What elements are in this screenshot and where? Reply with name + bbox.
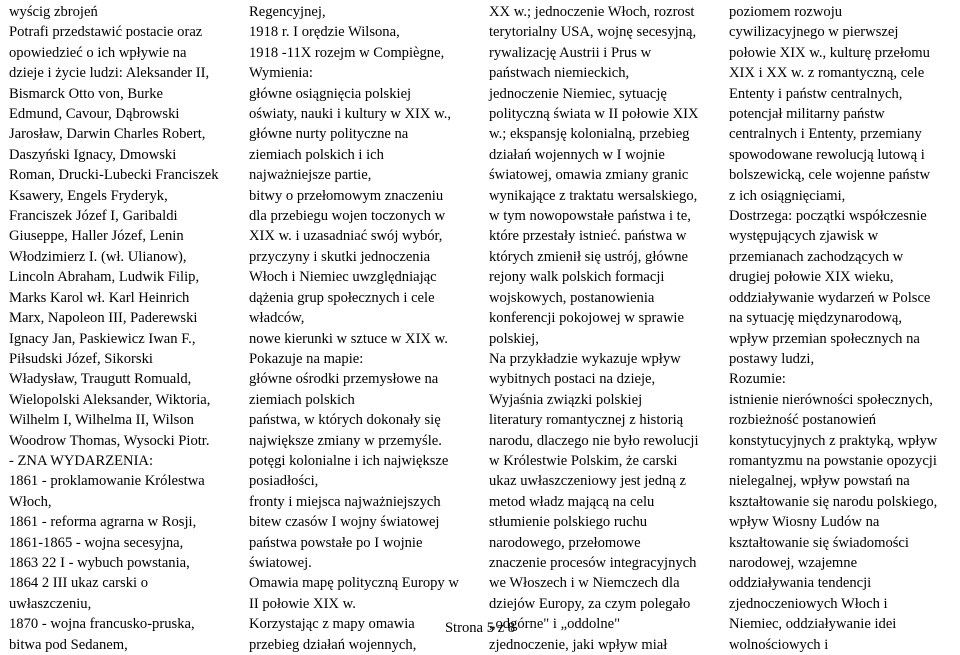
text-line: potencjał militarny państw bbox=[729, 106, 885, 123]
text-line: Lincoln Abraham, Ludwik Filip, bbox=[9, 269, 200, 286]
text-line: w.; ekspansję kolonialną, przebieg bbox=[489, 126, 690, 143]
text-line: oddziaływania tendencji bbox=[729, 575, 872, 592]
text-line: Marks Karol wł. Karl Heinrich bbox=[9, 289, 190, 306]
text-line: centralnych i Ententy, przemiany bbox=[729, 126, 922, 143]
text-line: główne nurty polityczne na bbox=[249, 126, 409, 143]
text-line: dla przebiegu wojen toczonych w bbox=[249, 208, 446, 225]
text-line: fronty i miejsca najważniejszych bbox=[249, 493, 441, 510]
text-line: uwłaszczeniu, bbox=[9, 595, 92, 612]
text-line: władców, bbox=[249, 310, 305, 327]
text-line: Potrafi przedstawić postacie oraz bbox=[9, 24, 203, 41]
text-line: konferencji pokojowej w sprawie bbox=[489, 310, 684, 327]
text-line: Ententy i państw centralnych, bbox=[729, 85, 903, 102]
text-line: rozbieżność postanowień bbox=[729, 412, 877, 429]
text-line: opowiedzieć o ich wpływie na bbox=[9, 44, 187, 61]
text-line: ziemiach polskich i ich bbox=[249, 146, 384, 163]
text-line: spowodowane rewolucją lutową i bbox=[729, 146, 925, 163]
text-line: światowej, omawia zmiany granic bbox=[489, 167, 689, 184]
text-line: na sytuację międzynarodową, bbox=[729, 310, 903, 327]
text-line: nielegalnej, wpływ powstań na bbox=[729, 473, 910, 490]
text-line: literatury romantycznej z historią bbox=[489, 412, 684, 429]
text-line: 1861 - proklamowanie Królestwa bbox=[9, 473, 205, 490]
text-line: narodu, dlaczego nie było rewolucji bbox=[489, 432, 699, 449]
text-line: Niemiec, oddziaływanie idei bbox=[729, 616, 897, 633]
text-line: Na przykładzie wykazuje wpływ bbox=[489, 350, 681, 367]
text-line: z ich osiągnięciami, bbox=[729, 187, 846, 204]
text-line: przyczyny i skutki jednoczenia bbox=[249, 248, 431, 265]
text-line: Omawia mapę polityczną Europy w bbox=[249, 575, 459, 592]
text-line: we Włoszech i w Niemczech dla bbox=[489, 575, 680, 592]
text-line: państwach niemieckich, bbox=[489, 65, 630, 82]
text-line: główne osiągnięcia polskiej bbox=[249, 85, 412, 102]
text-line: połowie XIX w., kulturę przełomu bbox=[729, 44, 930, 61]
text-line: Rozumie: bbox=[729, 371, 786, 388]
text-line: kształtowanie się narodu polskiego, bbox=[729, 493, 938, 510]
text-line: - ZNA WYDARZENIA: bbox=[9, 452, 154, 469]
text-line: Franciszek Józef I, Garibaldi bbox=[9, 208, 178, 225]
text-line: światowej. bbox=[249, 554, 312, 571]
text-line: posiadłości, bbox=[249, 473, 319, 490]
text-line: rejony walk polskich formacji bbox=[489, 269, 665, 286]
text-line: bitwa pod Sedanem, bbox=[9, 636, 128, 653]
text-line: 1918 r. I orędzie Wilsona, bbox=[249, 24, 400, 41]
text-line: w Królestwie Polskim, że carski bbox=[489, 452, 678, 469]
text-line: ukaz uwłaszczeniowy jest jedną z bbox=[489, 473, 686, 490]
text-line: Wielopolski Aleksander, Wiktoria, bbox=[9, 391, 211, 408]
text-line: wybitnych postaci na dzieje, bbox=[489, 371, 656, 388]
text-line: przebieg działań wojennych, bbox=[249, 636, 417, 653]
text-line: XX w.; jednoczenie Włoch, rozrost bbox=[489, 4, 695, 20]
text-line: 1864 2 III ukaz carski o bbox=[9, 575, 148, 592]
text-line: które przestały istnieć. państwa w bbox=[489, 228, 687, 245]
text-line: dziejów Europy, za czym polegało bbox=[489, 595, 691, 612]
text-line: Dostrzega: początki współczesnie bbox=[729, 208, 927, 225]
text-line: Korzystając z mapy omawia bbox=[249, 616, 415, 633]
text-line: metod władz mającą na celu bbox=[489, 493, 655, 510]
text-line: potęgi kolonialne i ich największe bbox=[249, 452, 449, 469]
text-line: wynikające z traktatu wersalskiego, bbox=[489, 187, 698, 204]
text-line: 1918 -11X rozejm w Compiègne, bbox=[249, 44, 445, 61]
text-line: działań wojennych w I wojnie bbox=[489, 146, 665, 163]
page-footer bbox=[0, 619, 960, 637]
text-line: poziomem rozwoju bbox=[729, 4, 843, 20]
text-line: największe zmiany w przemyśle. bbox=[249, 432, 442, 449]
text-line: Jarosław, Darwin Charles Robert, bbox=[9, 126, 206, 143]
text-line: jednoczenie Niemiec, sytuację bbox=[489, 85, 667, 102]
text-line: 1863 22 I - wybuch powstania, bbox=[9, 554, 190, 571]
text-line: Wilhelm I, Wilhelma II, Wilson bbox=[9, 412, 194, 429]
text-line: Włodzimierz I. (wł. Ulianow), bbox=[9, 248, 187, 265]
text-line: w tym nowopowstałe państwa i te, bbox=[489, 208, 691, 225]
text-line: znaczenie procesów integracyjnych bbox=[489, 554, 697, 571]
text-line: ziemiach polskich bbox=[249, 391, 355, 408]
text-line: rywalizację Austrii i Prus w bbox=[489, 44, 652, 61]
text-line: państwa, w których dokonały się bbox=[249, 412, 441, 429]
text-line: Wyjaśnia związki polskiej bbox=[489, 391, 643, 408]
text-line: polskiej, bbox=[489, 330, 539, 347]
text-line: Regencyjnej, bbox=[249, 4, 326, 20]
text-line: stłumienie polskiego ruchu bbox=[489, 514, 648, 531]
text-line: Włoch, bbox=[9, 493, 52, 510]
text-line: 1861 - reforma agrarna w Rosji, bbox=[9, 514, 197, 531]
text-line: Wymienia: bbox=[249, 65, 313, 82]
text-column-4 bbox=[729, 2, 937, 655]
text-line: drugiej połowie XIX wieku, bbox=[729, 269, 894, 286]
text-line: dzieje i życie ludzi: Aleksander II, bbox=[9, 65, 210, 82]
text-column-1 bbox=[9, 2, 219, 655]
text-line: Włoch i Niemiec uwzględniając bbox=[249, 269, 437, 286]
text-line: konstytucyjnych z praktyką, wpływ bbox=[729, 432, 938, 449]
text-line: 1870 - wojna francusko-pruska, bbox=[9, 616, 195, 633]
text-line: Ksawery, Engels Fryderyk, bbox=[9, 187, 168, 204]
text-line: Marx, Napoleon III, Paderewski bbox=[9, 310, 198, 327]
text-line: kształtowanie się świadomości bbox=[729, 534, 909, 551]
text-line: zjednoczenie, jaki wpływ miał bbox=[489, 636, 668, 653]
text-line: najważniejsze partie, bbox=[249, 167, 372, 184]
text-line: których zmienił się ustrój, główne bbox=[489, 248, 689, 265]
text-line: II połowie XIX w. bbox=[249, 595, 356, 612]
text-line: cywilizacyjnego w pierwszej bbox=[729, 24, 899, 41]
text-line: XIX w. i uzasadniać swój wybór, bbox=[249, 228, 443, 245]
text-line: państwa powstałe po I wojnie bbox=[249, 534, 423, 551]
text-column-2 bbox=[249, 2, 459, 655]
text-line: zjednoczeniowych Włoch i bbox=[729, 595, 888, 612]
text-line: bitwy o przełomowym znaczeniu bbox=[249, 187, 444, 204]
text-line: główne ośrodki przemysłowe na bbox=[249, 371, 439, 388]
text-line: oddziaływanie wydarzeń w Polsce bbox=[729, 289, 931, 306]
text-line: oświaty, nauki i kultury w XIX w., bbox=[249, 106, 451, 123]
text-line: Władysław, Traugutt Romuald, bbox=[9, 371, 192, 388]
text-line: terytorialny USA, wojnę secesyjną, bbox=[489, 24, 697, 41]
text-line: występujących zjawisk w bbox=[729, 228, 879, 245]
text-line: bitew czasów I wojny światowej bbox=[249, 514, 440, 531]
text-line: istnienie nierówności społecznych, bbox=[729, 391, 933, 408]
text-line: wojskowych, postanowienia bbox=[489, 289, 655, 306]
text-line: wpływ Wiosny Ludów na bbox=[729, 514, 880, 531]
text-line: polityczną świata w II połowie XIX bbox=[489, 106, 699, 123]
text-line: „odgórne" i „oddolne" bbox=[489, 616, 621, 633]
text-line: Pokazuje na mapie: bbox=[249, 350, 364, 367]
text-line: Daszyński Ignacy, Dmowski bbox=[9, 146, 177, 163]
text-line: bolszewicką, cele wojenne państw bbox=[729, 167, 930, 184]
text-line: Roman, Drucki-Lubecki Franciszek bbox=[9, 167, 219, 184]
text-line: 1861-1865 - wojna secesyjna, bbox=[9, 534, 184, 551]
text-line: Edmund, Cavour, Dąbrowski bbox=[9, 106, 180, 123]
text-line: przemianach zachodzących w bbox=[729, 248, 904, 265]
text-line: postawy ludzi, bbox=[729, 350, 815, 367]
text-line: nowe kierunki w sztuce w XIX w. bbox=[249, 330, 448, 347]
text-line: Piłsudski Józef, Sikorski bbox=[9, 350, 153, 367]
text-line: narodowego, przełomowe bbox=[489, 534, 641, 551]
text-line: Ignacy Jan, Paskiewicz Iwan F., bbox=[9, 330, 196, 347]
text-line: wyścig zbrojeń bbox=[9, 4, 98, 20]
text-line: XIX i XX w. z romantyczną, cele bbox=[729, 65, 925, 82]
text-line: wpływ przemian społecznych na bbox=[729, 330, 920, 347]
text-line: Giuseppe, Haller Józef, Lenin bbox=[9, 228, 184, 245]
page-number: Strona 5 z 8 bbox=[444, 620, 516, 636]
text-line: romantyzmu na powstanie opozycji bbox=[729, 452, 937, 469]
text-line: dążenia grup społecznych i cele bbox=[249, 289, 435, 306]
text-column-3 bbox=[489, 2, 699, 655]
text-line: Woodrow Thomas, Wysocki Piotr. bbox=[9, 432, 210, 449]
text-line: narodowej, wzajemne bbox=[729, 554, 858, 571]
text-line: Bismarck Otto von, Burke bbox=[9, 85, 164, 102]
text-line: wolnościowych i bbox=[729, 636, 829, 653]
